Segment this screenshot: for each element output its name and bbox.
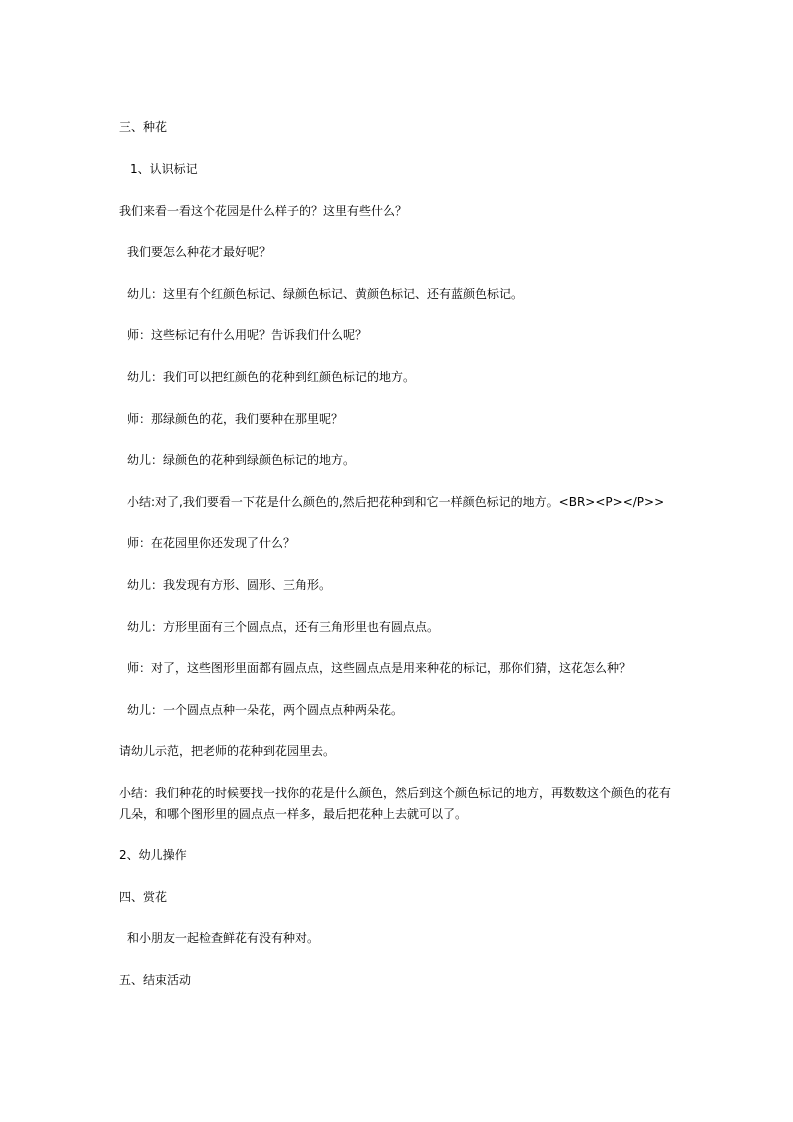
paragraph-summary-2: 小结：我们种花的时候要找一找你的花是什么颜色，然后到这个颜色标记的地方，再数数这个颜色的花有几朵，和哪个图形里的圆点点一样多，最后把花种上去就可以了。 [119,786,672,821]
paragraph: 我们来看一看这个花园是什么样子的？这里有些什么？ [119,204,408,218]
heading-section-4: 四、赏花 [119,890,168,904]
paragraph: 师：在花园里你还发现了什么？ [127,536,296,550]
paragraph-summary: 小结:对了,我们要看一下花是什么颜色的,然后把花种到和它一样颜色标记的地方。<BR><P></P>> [127,495,665,509]
paragraph: 幼儿：我们可以把红颜色的花种到红颜色标记的地方。 [127,370,416,384]
paragraph: 幼儿：一个圆点点种一朵花，两个圆点点种两朵花。 [127,703,404,717]
paragraph: 幼儿：绿颜色的花种到绿颜色标记的地方。 [127,453,356,467]
paragraph: 师：这些标记有什么用呢？告诉我们什么呢？ [127,328,368,342]
paragraph: 幼儿：方形里面有三个圆点点，还有三角形里也有圆点点。 [127,620,440,634]
paragraph: 师：对了，这些图形里面都有圆点点，这些圆点点是用来种花的标记，那你们猜，这花怎么种？ [127,661,632,675]
subheading-child-operation: 2、幼儿操作 [119,848,187,862]
paragraph: 请幼儿示范，把老师的花种到花园里去。 [119,744,336,758]
subheading-recognize-marks: 1、认识标记 [130,162,198,176]
heading-section-5: 五、结束活动 [119,973,192,987]
paragraph: 师：那绿颜色的花，我们要种在那里呢？ [127,412,344,426]
paragraph: 我们要怎么种花才最好呢？ [127,245,272,259]
paragraph: 幼儿：这里有个红颜色标记、绿颜色标记、黄颜色标记、还有蓝颜色标记。 [127,287,524,301]
paragraph: 和小朋友一起检查鲜花有没有种对。 [127,931,320,945]
paragraph: 幼儿：我发现有方形、圆形、三角形。 [127,578,332,592]
heading-section-3: 三、种花 [119,120,168,134]
